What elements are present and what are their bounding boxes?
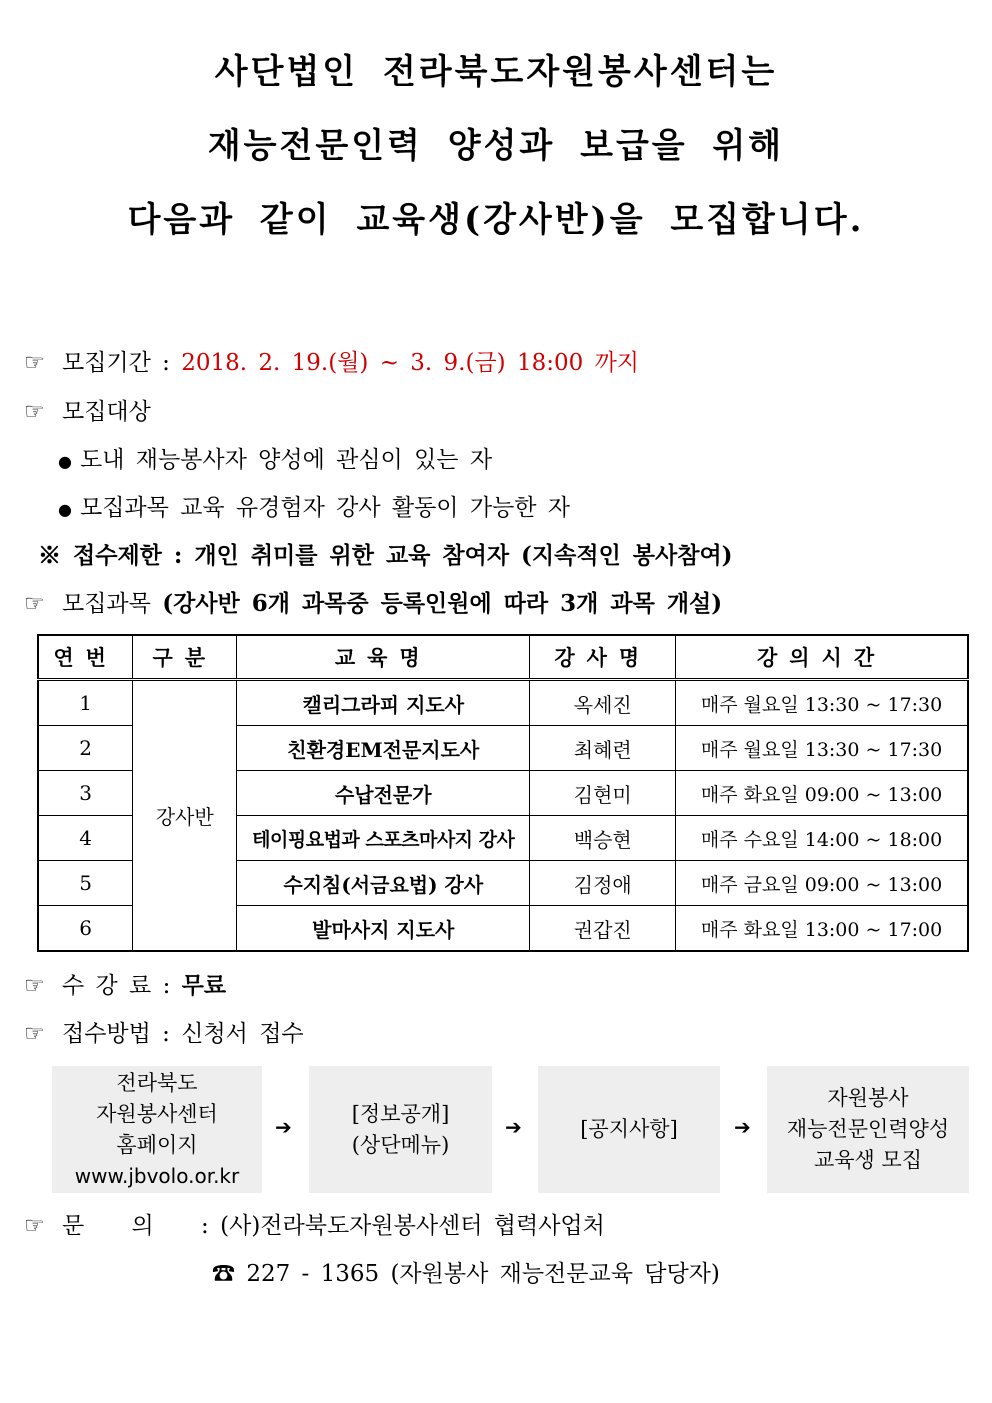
- course-name: 테이핑요법과 스포츠마사지 강사: [237, 816, 530, 861]
- course-name: 수지침(서금요법) 강사: [237, 861, 530, 906]
- step-text: 홈페이지: [116, 1132, 198, 1157]
- course-name: 수납전문가: [237, 771, 530, 816]
- step-text: 자원봉사: [827, 1086, 909, 1110]
- step-text: 전라북도: [116, 1070, 198, 1095]
- pointing-hand-icon: ☞: [24, 1021, 45, 1047]
- phone-icon: ☎: [212, 1261, 235, 1287]
- step-text: (상단메뉴): [351, 1132, 450, 1157]
- course-name: 발마사지 지도사: [237, 906, 530, 952]
- row-number: 3: [38, 771, 133, 816]
- step-text: 재능전문인력양성: [786, 1117, 950, 1141]
- instructor-name: 권갑진: [530, 906, 676, 952]
- pointing-hand-icon: ☞: [24, 591, 45, 617]
- restriction-text: 접수제한 : 개인 취미를 위한 교육 참여자 (지속적인 봉사참여): [73, 542, 733, 569]
- fee-line: [24, 967, 226, 1000]
- target-heading: [24, 393, 151, 426]
- step-text: 교육생 모집: [813, 1148, 923, 1172]
- bullet-icon: ●: [58, 452, 72, 471]
- contact-org: (사)전라북도자원봉사센터 협력사업처: [220, 1213, 605, 1239]
- row-number: 4: [38, 816, 133, 861]
- header-number: 연번: [38, 635, 133, 680]
- contact-line: [24, 1207, 605, 1240]
- arrow-right-icon: ➔: [275, 1115, 292, 1139]
- row-number: 1: [38, 680, 133, 726]
- step-recruit-box: [767, 1066, 969, 1193]
- step-text: [정보공개]: [351, 1101, 450, 1126]
- row-number: 5: [38, 861, 133, 906]
- header-time: 강의시간: [676, 635, 968, 680]
- pointing-hand-icon: ☞: [24, 973, 45, 999]
- instructor-name: 김현미: [530, 771, 676, 816]
- contact-label: 문 의 :: [62, 1213, 209, 1239]
- category-cell: 강사반: [133, 680, 237, 952]
- phone-line: [212, 1255, 720, 1288]
- instructor-name: 백승현: [530, 816, 676, 861]
- pointing-hand-icon: ☞: [24, 399, 45, 425]
- note-mark-icon: ※: [38, 542, 61, 569]
- target-item-text: 도내 재능봉사자 양성에 관심이 있는 자: [80, 447, 493, 473]
- restriction-line: [38, 537, 733, 570]
- headline-line-3: 다음과 같이 교육생(강사반)을 모집합니다.: [127, 200, 865, 240]
- target-label: 모집대상: [62, 399, 151, 425]
- lecture-time: 매주 수요일 14:00 ~ 18:00: [676, 816, 968, 861]
- period-value: 2018. 2. 19.(월) ~ 3. 9.(금) 18:00 까지: [181, 350, 640, 376]
- course-name: 캘리그라피 지도사: [237, 680, 530, 726]
- course-name: 친환경EM전문지도사: [237, 726, 530, 771]
- header-category: 구분: [133, 635, 237, 680]
- step-homepage-box: [52, 1066, 262, 1193]
- table-row: [38, 680, 968, 726]
- lecture-time: 매주 화요일 09:00 ~ 13:00: [676, 771, 968, 816]
- header-instructor: 강사명: [530, 635, 676, 680]
- pointing-hand-icon: ☞: [24, 350, 45, 376]
- row-number: 6: [38, 906, 133, 952]
- step-text: 자원봉사센터: [96, 1101, 218, 1126]
- period-line: [24, 344, 639, 377]
- header-course-name: 교육명: [237, 635, 530, 680]
- pointing-hand-icon: ☞: [24, 1213, 45, 1239]
- instructor-name: 김정애: [530, 861, 676, 906]
- target-item-2: [58, 489, 570, 522]
- lecture-time: 매주 화요일 13:00 ~ 17:00: [676, 906, 968, 952]
- arrow-right-icon: ➔: [734, 1115, 751, 1139]
- headline-line-2: 재능전문인력 양성과 보급을 위해: [207, 126, 785, 166]
- method-label: 접수방법 :: [62, 1021, 170, 1047]
- lecture-time: 매주 월요일 13:30 ~ 17:30: [676, 680, 968, 726]
- lecture-time: 매주 월요일 13:30 ~ 17:30: [676, 726, 968, 771]
- table-header-row: [38, 635, 968, 680]
- arrow-right-icon: ➔: [505, 1115, 522, 1139]
- instructor-name: 최혜련: [530, 726, 676, 771]
- contact-phone: 227 - 1365 (자원봉사 재능전문교육 담당자): [246, 1261, 720, 1287]
- period-label: 모집기간 :: [62, 350, 170, 376]
- lecture-time: 매주 금요일 09:00 ~ 13:00: [676, 861, 968, 906]
- step-notice-box: [538, 1066, 720, 1193]
- target-item-1: [58, 441, 492, 474]
- subjects-label: 모집과목: [62, 591, 151, 617]
- subjects-note: (강사반 6개 과목중 등록인원에 따라 3개 과목 개설): [162, 590, 723, 617]
- fee-label: 수 강 료 :: [62, 973, 171, 999]
- bullet-icon: ●: [58, 500, 72, 519]
- headline-line-1: 사단법인 전라북도자원봉사센터는: [214, 52, 778, 92]
- course-table: [37, 634, 969, 952]
- fee-value: 무료: [181, 972, 227, 999]
- method-line: [24, 1015, 304, 1048]
- target-item-text: 모집과목 교육 유경험자 강사 활동이 가능한 자: [80, 495, 571, 521]
- homepage-url: www.jbvolo.or.kr: [74, 1163, 240, 1188]
- subjects-line: [24, 585, 722, 618]
- step-info-box: [309, 1066, 492, 1193]
- instructor-name: 옥세진: [530, 680, 676, 726]
- step-text: [공지사항]: [580, 1117, 678, 1141]
- row-number: 2: [38, 726, 133, 771]
- method-value: 신청서 접수: [181, 1021, 304, 1047]
